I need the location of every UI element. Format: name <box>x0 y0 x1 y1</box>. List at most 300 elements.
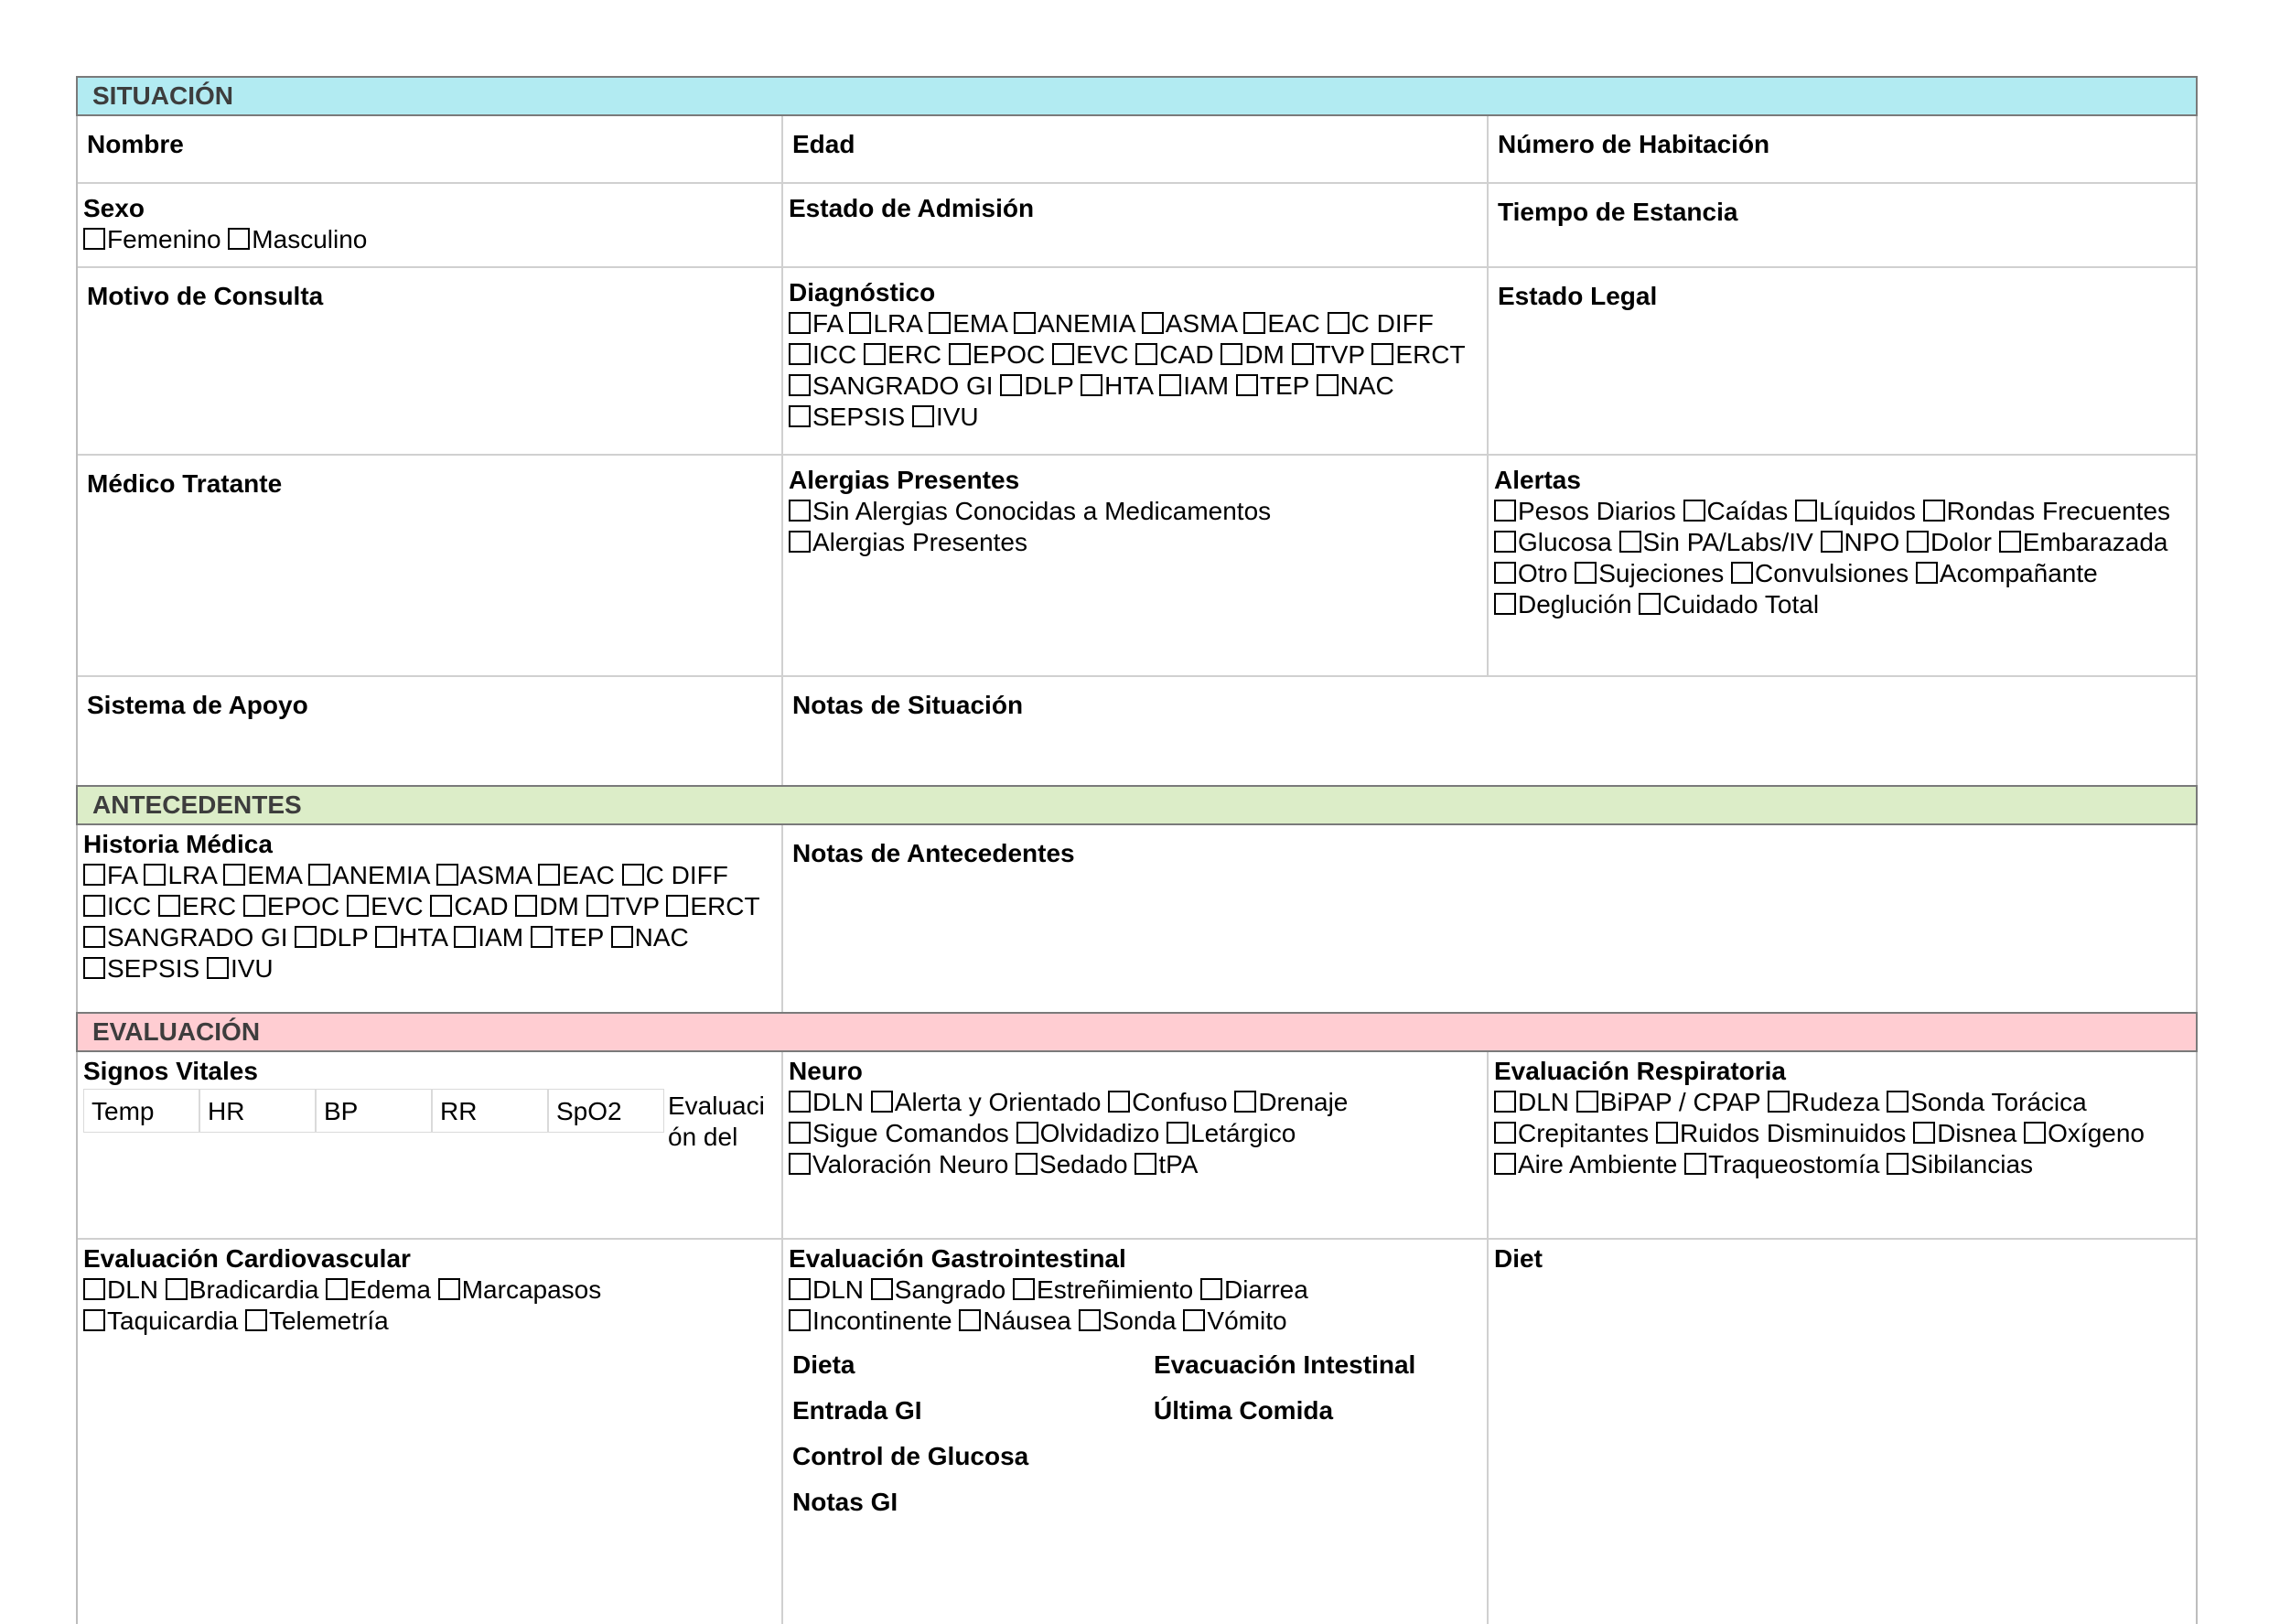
checkbox-icon[interactable] <box>1135 343 1157 365</box>
checkbox-icon[interactable] <box>347 895 369 917</box>
checkbox-icon[interactable] <box>1108 1091 1130 1113</box>
checkbox-option[interactable] <box>1494 590 1632 618</box>
checkbox-icon[interactable] <box>1494 1091 1516 1113</box>
sbar-form <box>76 76 2198 1624</box>
checkbox-option[interactable] <box>1016 1119 1160 1147</box>
checkbox-line <box>789 339 1481 371</box>
field-historia-medica <box>78 825 783 1012</box>
checkbox-icon[interactable] <box>1494 1153 1516 1175</box>
checkbox-option[interactable] <box>1887 1150 2033 1178</box>
checkbox-icon[interactable] <box>1494 1122 1516 1144</box>
checkbox-option[interactable] <box>83 954 199 983</box>
checkbox-label: Confuso <box>1132 1088 1228 1116</box>
checkbox-icon[interactable] <box>223 864 245 886</box>
checkbox-icon[interactable] <box>245 1309 267 1331</box>
checkbox-label: EMA <box>952 309 1007 338</box>
checkbox-option[interactable] <box>1108 1088 1227 1116</box>
checkbox-option[interactable] <box>515 892 579 920</box>
gi-ultima-comida-label[interactable]: Última Comida <box>1154 1396 1334 1425</box>
checkbox-icon[interactable] <box>789 1309 811 1331</box>
field-label: Sistema de Apoyo <box>87 691 308 719</box>
checkbox-label: ASMA <box>1165 309 1237 338</box>
checkbox-label: SANGRADO GI <box>107 923 288 952</box>
checkbox-label: FA <box>107 861 137 889</box>
checkbox-option[interactable] <box>1081 371 1152 400</box>
checkbox-icon[interactable] <box>83 1309 105 1331</box>
checkbox-icon[interactable] <box>1887 1091 1909 1113</box>
field-signos-vitales <box>78 1052 783 1238</box>
checkbox-option[interactable] <box>789 1150 1008 1178</box>
checkbox-option[interactable] <box>1167 1119 1296 1147</box>
checkbox-icon[interactable] <box>1317 374 1339 396</box>
checkbox-option[interactable] <box>1013 1275 1193 1304</box>
checkbox-icon[interactable] <box>789 405 811 427</box>
checkbox-option[interactable] <box>1292 340 1365 369</box>
checkbox-icon[interactable] <box>949 343 971 365</box>
checkbox-group <box>83 224 776 255</box>
checkbox-icon[interactable] <box>1016 1153 1038 1175</box>
checkbox-icon[interactable] <box>1013 1278 1035 1300</box>
checkbox-line <box>789 308 1481 339</box>
vitals-column-header[interactable]: HR <box>199 1089 316 1133</box>
checkbox-icon[interactable] <box>789 312 811 334</box>
checkbox-icon[interactable] <box>1916 562 1938 584</box>
checkbox-option[interactable] <box>622 861 728 889</box>
checkbox-option[interactable] <box>1639 590 1819 618</box>
checkbox-label: Masculino <box>252 225 368 253</box>
checkbox-icon[interactable] <box>1167 1122 1188 1144</box>
checkbox-label: Bradicardia <box>188 1275 319 1304</box>
field-label: Neuro <box>789 1057 863 1085</box>
checkbox-option[interactable] <box>789 403 905 431</box>
checkbox-option[interactable] <box>1768 1088 1880 1116</box>
checkbox-icon[interactable] <box>1731 562 1753 584</box>
checkbox-option[interactable] <box>666 892 759 920</box>
checkbox-icon[interactable] <box>83 926 105 948</box>
checkbox-option[interactable] <box>1200 1275 1308 1304</box>
checkbox-icon[interactable] <box>1684 1153 1706 1175</box>
field-label: Médico Tratante <box>87 469 283 498</box>
checkbox-icon[interactable] <box>1183 1309 1205 1331</box>
vitals-column-header[interactable]: RR <box>432 1089 548 1133</box>
checkbox-option[interactable] <box>789 1088 864 1116</box>
checkbox-option[interactable] <box>1243 309 1320 338</box>
checkbox-icon[interactable] <box>666 895 688 917</box>
checkbox-icon[interactable] <box>789 500 811 522</box>
checkbox-icon[interactable] <box>1234 1091 1256 1113</box>
checkbox-icon[interactable] <box>144 864 166 886</box>
checkbox-option[interactable] <box>295 923 368 952</box>
checkbox-icon[interactable] <box>207 957 229 979</box>
checkbox-option[interactable] <box>1014 309 1134 338</box>
checkbox-icon[interactable] <box>959 1309 981 1331</box>
field-label: Alergias Presentes <box>789 466 1020 494</box>
checkbox-icon[interactable] <box>1016 1122 1038 1144</box>
checkbox-label: IVU <box>935 403 979 431</box>
gi-fields <box>789 1350 1481 1518</box>
checkbox-icon[interactable] <box>1619 531 1641 553</box>
checkbox-option[interactable] <box>1134 1150 1198 1178</box>
checkbox-label: SEPSIS <box>812 403 906 431</box>
field-diet[interactable] <box>1489 1240 2196 1624</box>
checkbox-option[interactable] <box>347 892 424 920</box>
checkbox-label: IAM <box>1183 371 1230 400</box>
checkbox-label: SEPSIS <box>107 954 200 983</box>
checkbox-option[interactable] <box>375 923 446 952</box>
checkbox-option[interactable] <box>83 225 221 253</box>
checkbox-label: IAM <box>478 923 524 952</box>
checkbox-option[interactable] <box>1052 340 1129 369</box>
checkbox-icon[interactable] <box>1236 374 1258 396</box>
checkbox-icon[interactable] <box>1999 531 2021 553</box>
checkbox-icon[interactable] <box>2024 1122 2046 1144</box>
checkbox-option[interactable] <box>1619 528 1813 556</box>
checkbox-option[interactable] <box>1328 309 1434 338</box>
checkbox-option[interactable] <box>538 861 615 889</box>
checkbox-label: TVP <box>1315 340 1365 369</box>
checkbox-option[interactable] <box>586 892 660 920</box>
checkbox-option[interactable] <box>611 923 689 952</box>
checkbox-label: Alergias Presentes <box>812 528 1028 556</box>
checkbox-icon[interactable] <box>1683 500 1705 522</box>
field-label: Signos Vitales <box>83 1057 258 1085</box>
field-sistema-apoyo[interactable] <box>78 677 783 785</box>
checkbox-option[interactable] <box>2024 1119 2145 1147</box>
checkbox-icon[interactable] <box>228 228 250 250</box>
checkbox-line <box>789 527 1481 558</box>
checkbox-option[interactable] <box>438 1275 602 1304</box>
checkbox-icon[interactable] <box>789 1153 811 1175</box>
checkbox-option[interactable] <box>912 403 979 431</box>
checkbox-option[interactable] <box>1135 340 1213 369</box>
checkbox-label: HTA <box>399 923 447 952</box>
checkbox-option[interactable] <box>1016 1150 1128 1178</box>
checkbox-icon[interactable] <box>1494 593 1516 615</box>
checkbox-label: Diarrea <box>1223 1275 1308 1304</box>
field-medico-tratante[interactable] <box>78 456 783 675</box>
checkbox-icon[interactable] <box>1142 312 1164 334</box>
checkbox-icon[interactable] <box>538 864 560 886</box>
checkbox-option[interactable] <box>531 923 604 952</box>
field-label: Notas de Situación <box>792 691 1024 719</box>
checkbox-line <box>83 1274 776 1306</box>
checkbox-option[interactable] <box>1183 1307 1286 1335</box>
checkbox-line <box>83 860 776 891</box>
checkbox-option[interactable] <box>1494 497 1676 525</box>
checkbox-option[interactable] <box>228 225 367 253</box>
checkbox-icon[interactable] <box>789 531 811 553</box>
checkbox-option[interactable] <box>83 1275 158 1304</box>
checkbox-option[interactable] <box>1494 1119 1649 1147</box>
checkbox-label: Convulsiones <box>1755 559 1909 587</box>
checkbox-option[interactable] <box>1923 497 2170 525</box>
checkbox-icon[interactable] <box>1576 1091 1598 1113</box>
checkbox-label: Femenino <box>107 225 221 253</box>
checkbox-group <box>789 1274 1481 1337</box>
checkbox-label: NAC <box>634 923 689 952</box>
checkbox-label: Oxígeno <box>2048 1119 2145 1147</box>
checkbox-label: Traqueostomía <box>1708 1150 1880 1178</box>
checkbox-icon[interactable] <box>1159 374 1181 396</box>
checkbox-option[interactable] <box>871 1088 1102 1116</box>
checkbox-label: ERCT <box>1395 340 1466 369</box>
checkbox-icon[interactable] <box>871 1091 893 1113</box>
checkbox-option[interactable] <box>1684 1150 1879 1178</box>
checkbox-icon[interactable] <box>436 864 458 886</box>
checkbox-label: Edema <box>349 1275 431 1304</box>
checkbox-option[interactable] <box>1575 559 1724 587</box>
checkbox-option[interactable] <box>1913 1119 2016 1147</box>
checkbox-icon[interactable] <box>789 1122 811 1144</box>
form-row <box>78 1240 2196 1624</box>
field-label: Alertas <box>1494 466 1581 494</box>
field-sexo <box>78 184 783 266</box>
checkbox-option[interactable] <box>1494 559 1567 587</box>
checkbox-icon[interactable] <box>531 926 553 948</box>
form-row <box>78 1052 2196 1240</box>
checkbox-icon[interactable] <box>1328 312 1350 334</box>
checkbox-option[interactable] <box>789 497 1271 525</box>
checkbox-option[interactable] <box>1371 340 1465 369</box>
checkbox-icon[interactable] <box>864 343 886 365</box>
checkbox-icon[interactable] <box>1494 500 1516 522</box>
checkbox-icon[interactable] <box>1494 531 1516 553</box>
checkbox-option[interactable] <box>929 309 1006 338</box>
vitals-column-header[interactable]: Temp <box>83 1089 199 1133</box>
checkbox-icon[interactable] <box>83 864 105 886</box>
checkbox-option[interactable] <box>223 861 301 889</box>
checkbox-icon[interactable] <box>1913 1122 1935 1144</box>
checkbox-icon[interactable] <box>1821 531 1843 553</box>
field-edad[interactable] <box>783 116 1489 182</box>
checkbox-icon[interactable] <box>789 1091 811 1113</box>
checkbox-icon[interactable] <box>1243 312 1265 334</box>
checkbox-option[interactable] <box>1494 1088 1569 1116</box>
checkbox-option[interactable] <box>83 1307 238 1335</box>
checkbox-option[interactable] <box>1999 528 2168 556</box>
checkbox-label: Drenaje <box>1258 1088 1349 1116</box>
checkbox-icon[interactable] <box>1200 1278 1222 1300</box>
checkbox-icon[interactable] <box>849 312 871 334</box>
checkbox-icon[interactable] <box>308 864 330 886</box>
checkbox-line <box>83 224 776 255</box>
checkbox-label: Acompañante <box>1939 559 2098 587</box>
checkbox-option[interactable] <box>83 861 137 889</box>
checkbox-option[interactable] <box>430 892 508 920</box>
field-label: Notas de Antecedentes <box>792 839 1075 867</box>
field-estado-legal[interactable] <box>1489 268 2196 454</box>
field-numero-habitacion[interactable] <box>1489 116 2196 182</box>
checkbox-option[interactable] <box>243 892 339 920</box>
checkbox-option[interactable] <box>1236 371 1309 400</box>
checkbox-option[interactable] <box>245 1307 389 1335</box>
checkbox-icon[interactable] <box>430 895 452 917</box>
checkbox-icon[interactable] <box>1371 343 1393 365</box>
checkbox-option[interactable] <box>1576 1088 1760 1116</box>
checkbox-option[interactable] <box>158 892 236 920</box>
checkbox-option[interactable] <box>207 954 274 983</box>
field-notas-antecedentes[interactable] <box>783 825 2196 1012</box>
checkbox-icon[interactable] <box>789 374 811 396</box>
checkbox-option[interactable] <box>1887 1088 2087 1116</box>
checkbox-icon[interactable] <box>454 926 476 948</box>
checkbox-label: EMA <box>247 861 302 889</box>
gi-notas-label[interactable]: Notas GI <box>792 1488 898 1516</box>
checkbox-icon[interactable] <box>1052 343 1074 365</box>
checkbox-option[interactable] <box>1234 1088 1348 1116</box>
checkbox-line <box>83 953 776 984</box>
gi-glucosa-label[interactable]: Control de Glucosa <box>792 1442 1029 1470</box>
checkbox-option[interactable] <box>326 1275 431 1304</box>
checkbox-label: Sin Alergias Conocidas a Medicamentos <box>812 497 1272 525</box>
field-evaluacion-cardiovascular <box>78 1240 783 1624</box>
checkbox-label: Otro <box>1518 559 1568 587</box>
checkbox-icon[interactable] <box>243 895 265 917</box>
form-row <box>78 677 2196 785</box>
checkbox-icon[interactable] <box>1575 562 1597 584</box>
checkbox-group <box>789 1087 1481 1180</box>
checkbox-option[interactable] <box>789 528 1027 556</box>
checkbox-icon[interactable] <box>375 926 397 948</box>
checkbox-option[interactable] <box>789 371 994 400</box>
checkbox-icon[interactable] <box>871 1278 893 1300</box>
vitals-column-header[interactable]: SpO2 <box>548 1089 664 1133</box>
checkbox-option[interactable] <box>436 861 532 889</box>
field-nombre[interactable] <box>78 116 783 182</box>
checkbox-icon[interactable] <box>1134 1153 1156 1175</box>
checkbox-line <box>789 1306 1481 1337</box>
checkbox-icon[interactable] <box>1639 593 1661 615</box>
checkbox-label: tPA <box>1158 1150 1199 1178</box>
checkbox-icon[interactable] <box>1923 500 1945 522</box>
checkbox-option[interactable] <box>1907 528 1992 556</box>
checkbox-icon[interactable] <box>1795 500 1817 522</box>
checkbox-option[interactable] <box>1656 1119 1906 1147</box>
checkbox-option[interactable] <box>789 1275 864 1304</box>
checkbox-icon[interactable] <box>1014 312 1036 334</box>
checkbox-label: Sujeciones <box>1598 559 1725 587</box>
checkbox-icon[interactable] <box>1000 374 1022 396</box>
checkbox-icon[interactable] <box>158 895 180 917</box>
checkbox-icon[interactable] <box>611 926 633 948</box>
checkbox-icon[interactable] <box>83 228 105 250</box>
gi-dieta-label[interactable]: Dieta <box>792 1350 855 1379</box>
checkbox-option[interactable] <box>1142 309 1237 338</box>
checkbox-icon[interactable] <box>1292 343 1314 365</box>
checkbox-label: Sonda Torácica <box>1910 1088 2087 1116</box>
field-notas-situacion[interactable] <box>783 677 2196 785</box>
checkbox-option[interactable] <box>308 861 429 889</box>
field-label: Estado de Admisión <box>789 194 1035 222</box>
checkbox-option[interactable] <box>166 1275 319 1304</box>
form-row <box>78 825 2196 1012</box>
checkbox-icon[interactable] <box>83 957 105 979</box>
checkbox-option[interactable] <box>789 340 856 369</box>
checkbox-icon[interactable] <box>515 895 537 917</box>
checkbox-icon[interactable] <box>789 1278 811 1300</box>
form-row <box>78 184 2196 268</box>
checkbox-option[interactable] <box>83 892 151 920</box>
checkbox-icon[interactable] <box>295 926 317 948</box>
checkbox-option[interactable] <box>789 309 843 338</box>
checkbox-icon[interactable] <box>929 312 951 334</box>
checkbox-option[interactable] <box>1494 528 1612 556</box>
vitals-column-header[interactable]: Evaluaci ón del <box>668 1092 765 1151</box>
checkbox-option[interactable] <box>849 309 921 338</box>
gi-empty <box>1154 1441 1489 1472</box>
checkbox-label: Marcapasos <box>461 1275 602 1304</box>
checkbox-option[interactable] <box>959 1307 1071 1335</box>
checkbox-option[interactable] <box>1079 1307 1177 1335</box>
checkbox-icon[interactable] <box>166 1278 188 1300</box>
vitals-column-header[interactable]: BP <box>316 1089 432 1133</box>
checkbox-label: Ruidos Disminuidos <box>1679 1119 1907 1147</box>
checkbox-option[interactable] <box>789 1307 952 1335</box>
gi-evacuacion-label[interactable]: Evacuación Intestinal <box>1154 1350 1416 1379</box>
checkbox-icon[interactable] <box>83 895 105 917</box>
checkbox-option[interactable] <box>1494 1150 1677 1178</box>
field-label: Evaluación Gastrointestinal <box>789 1244 1126 1273</box>
checkbox-option[interactable] <box>1683 497 1789 525</box>
field-motivo-consulta[interactable] <box>78 268 783 454</box>
checkbox-icon[interactable] <box>912 405 934 427</box>
checkbox-icon[interactable] <box>326 1278 348 1300</box>
field-label: Número de Habitación <box>1498 130 1770 158</box>
checkbox-icon[interactable] <box>1768 1091 1790 1113</box>
checkbox-icon[interactable] <box>1221 343 1242 365</box>
checkbox-icon[interactable] <box>622 864 644 886</box>
checkbox-icon[interactable] <box>1887 1153 1909 1175</box>
checkbox-option[interactable] <box>1159 371 1229 400</box>
checkbox-option[interactable] <box>1317 371 1394 400</box>
checkbox-label: Estreñimiento <box>1037 1275 1194 1304</box>
checkbox-option[interactable] <box>789 1119 1009 1147</box>
checkbox-icon[interactable] <box>789 343 811 365</box>
checkbox-icon[interactable] <box>1081 374 1102 396</box>
checkbox-option[interactable] <box>949 340 1045 369</box>
field-alertas <box>1489 456 2196 675</box>
checkbox-option[interactable] <box>1731 559 1909 587</box>
checkbox-label: Telemetría <box>268 1307 389 1335</box>
checkbox-label: NPO <box>1844 528 1900 556</box>
checkbox-icon[interactable] <box>438 1278 460 1300</box>
checkbox-icon[interactable] <box>586 895 608 917</box>
gi-entrada-label[interactable]: Entrada GI <box>792 1396 922 1425</box>
checkbox-icon[interactable] <box>1079 1309 1101 1331</box>
checkbox-icon[interactable] <box>1494 562 1516 584</box>
field-label: Estado Legal <box>1498 282 1658 310</box>
field-tiempo-estancia[interactable] <box>1489 184 2196 266</box>
checkbox-label: Líquidos <box>1819 497 1916 525</box>
field-estado-admision[interactable] <box>783 184 1489 266</box>
checkbox-option[interactable] <box>454 923 523 952</box>
checkbox-option[interactable] <box>871 1275 1005 1304</box>
checkbox-option[interactable] <box>1000 371 1073 400</box>
checkbox-option[interactable] <box>83 923 288 952</box>
checkbox-icon[interactable] <box>1907 531 1929 553</box>
checkbox-icon[interactable] <box>1656 1122 1678 1144</box>
checkbox-option[interactable] <box>1916 559 2098 587</box>
checkbox-label: Olvidadizo <box>1039 1119 1160 1147</box>
checkbox-option[interactable] <box>1221 340 1285 369</box>
field-label: Nombre <box>87 130 184 158</box>
checkbox-option[interactable] <box>144 861 216 889</box>
checkbox-group <box>1494 496 2190 620</box>
checkbox-icon[interactable] <box>83 1278 105 1300</box>
checkbox-option[interactable] <box>864 340 941 369</box>
checkbox-option[interactable] <box>1821 528 1900 556</box>
checkbox-option[interactable] <box>1795 497 1916 525</box>
